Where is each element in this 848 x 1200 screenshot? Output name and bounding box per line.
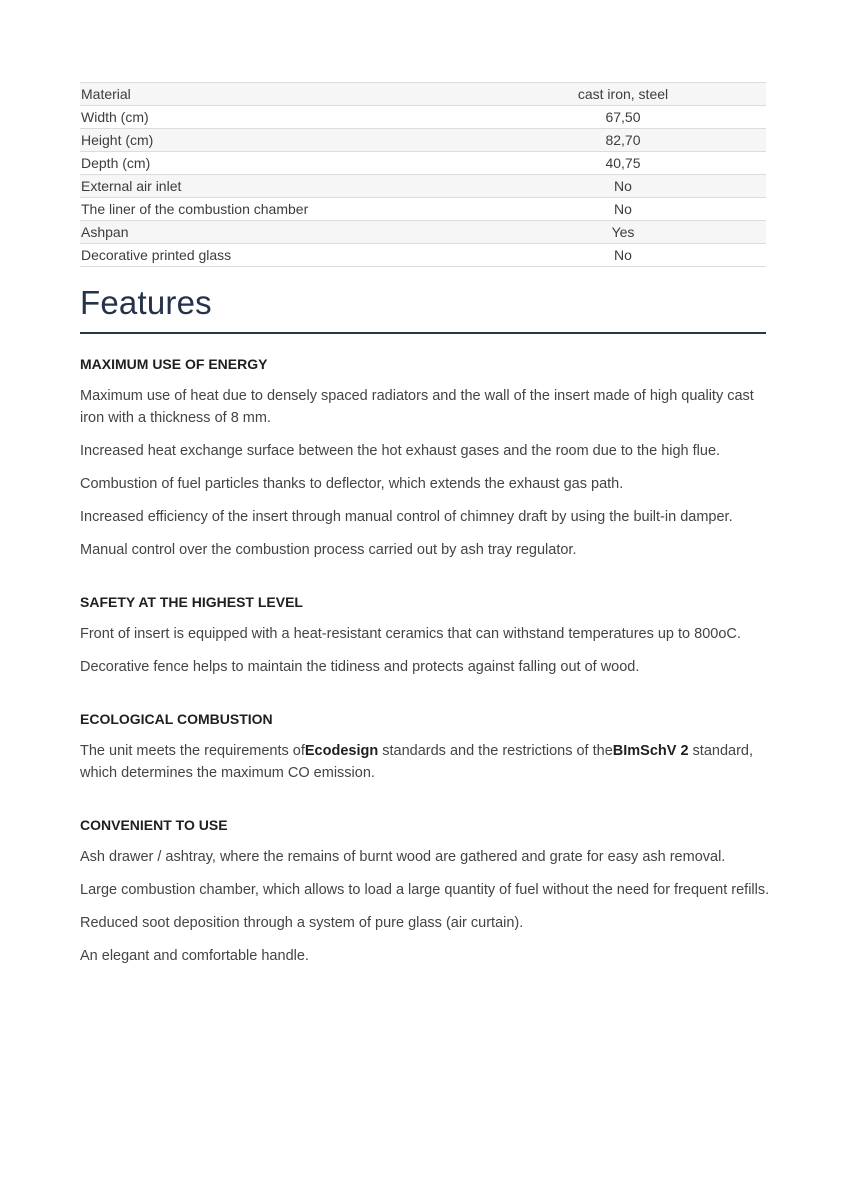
bold-term: BImSchV 2	[612, 743, 689, 759]
spec-value: No	[614, 247, 632, 263]
spec-label: Decorative printed glass	[81, 247, 232, 263]
spec-label: Depth (cm)	[81, 155, 151, 171]
paragraph: An elegant and comfortable handle.	[80, 948, 309, 964]
paragraph: Ash drawer / ashtray, where the remains of burnt wood are gathered and grate for easy ash removal.	[80, 849, 726, 865]
spec-value: 82,70	[605, 132, 641, 148]
bold-term: Ecodesign	[304, 743, 379, 759]
text-span: standard, which determines the maximum CO emission.	[80, 743, 754, 781]
spec-value: 67,50	[605, 109, 641, 125]
section-title: MAXIMUM USE OF ENERGY	[80, 356, 268, 372]
table-row	[80, 83, 766, 106]
section-title: ECOLOGICAL COMBUSTION	[80, 711, 273, 727]
table-row	[80, 152, 766, 175]
table-row	[80, 129, 766, 152]
paragraph: Reduced soot deposition through a system of pure glass (air curtain).	[80, 915, 524, 931]
spec-label: The liner of the combustion chamber	[81, 201, 309, 217]
section-convenient-to-use	[80, 815, 770, 967]
spec-value: No	[614, 201, 632, 217]
features-content	[80, 354, 770, 998]
section-maximum-use-of-energy	[80, 354, 770, 561]
spec-label: External air inlet	[81, 178, 182, 194]
paragraph: Decorative fence helps to maintain the tidiness and protects against falling out of wood.	[80, 659, 640, 675]
spec-label: Height (cm)	[81, 132, 154, 148]
spec-label: Ashpan	[81, 224, 129, 240]
paragraph: Manual control over the combustion process carried out by ash tray regulator.	[80, 542, 577, 558]
spec-value: No	[614, 178, 632, 194]
paragraph: Increased efficiency of the insert through manual control of chimney draft by using the built-in damper.	[80, 509, 733, 525]
table-row	[80, 198, 766, 221]
section-safety	[80, 592, 770, 678]
section-title: SAFETY AT THE HIGHEST LEVEL	[80, 594, 303, 610]
spec-label: Width (cm)	[81, 109, 149, 125]
table-row	[80, 244, 766, 267]
table-row	[80, 221, 766, 244]
paragraph: Combustion of fuel particles thanks to deflector, which extends the exhaust gas path.	[80, 476, 624, 492]
text-span: The unit meets the requirements of	[80, 743, 305, 759]
spec-value: 40,75	[605, 155, 641, 171]
spec-value: Yes	[611, 224, 635, 240]
paragraph: Maximum use of heat due to densely spaced radiators and the wall of the insert made of high quality cast iron with a thickness of 8 mm.	[80, 388, 754, 426]
section-ecological-combustion	[80, 709, 770, 784]
paragraph: Large combustion chamber, which allows to load a large quantity of fuel without the need for frequent refills.	[80, 882, 770, 898]
specification-table	[80, 82, 766, 267]
section-title: CONVENIENT TO USE	[80, 817, 228, 833]
paragraph: Front of insert is equipped with a heat-resistant ceramics that can withstand temperatures up to 800oC.	[80, 626, 741, 642]
table-row	[80, 106, 766, 129]
features-heading: Features	[80, 284, 212, 321]
heading-divider	[80, 332, 766, 334]
text-span: standards and the restrictions of the	[378, 743, 613, 759]
spec-label: Material	[81, 86, 131, 102]
spec-value: cast iron, steel	[577, 86, 669, 102]
table-row	[80, 175, 766, 198]
paragraph: Increased heat exchange surface between the hot exhaust gases and the room due to the high flue.	[80, 443, 721, 459]
paragraph	[80, 740, 770, 784]
